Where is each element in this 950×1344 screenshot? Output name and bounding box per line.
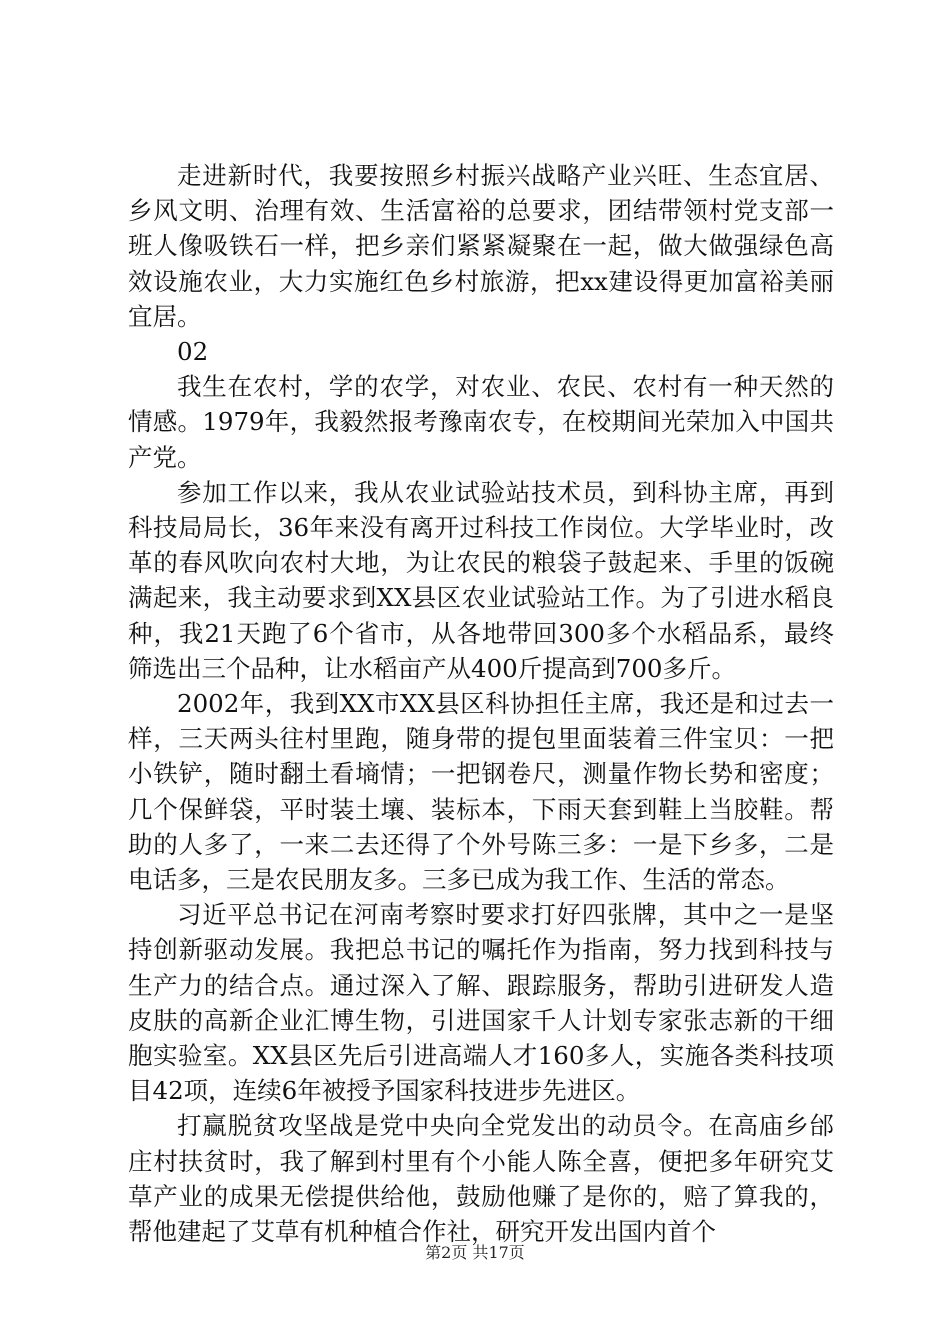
paragraph-6: 打赢脱贫攻坚战是党中央向全党发出的动员令。在高庙乡邰庄村扶贫时，我了解到村里有个小能人陈全喜，便把多年研究艾草产业的成果无偿提供给他，鼓励他赚了是你的，赔了算我的，帮他建起了艾草有机种植合作社，研究开发出国内首个 [128, 1111, 834, 1247]
paragraph-5: 习近平总书记在河南考察时要求打好四张牌，其中之一是坚持创新驱动发展。我把总书记的嘱托作为指南，努力找到科技与生产力的结合点。通过深入了解、跟踪服务，帮助引进研发人造皮肤的高新企业汇博生物，引进国家千人计划专家张志新的干细胞实验室。XX县区先后引进高端人才160多人，实施各类科技项目42项，连续6年被授予国家科技进步先进区。 [128, 900, 834, 1106]
section-number: 02 [177, 337, 209, 367]
document-body [128, 158, 834, 1249]
page-footer: 第2页 共17页 [425, 1243, 525, 1262]
paragraph-2: 我生在农村，学的农学，对农业、农民、农村有一种天然的情感。1979年，我毅然报考豫南农专，在校期间光荣加入中国共产党。 [128, 372, 834, 472]
paragraph-4: 2002年，我到XX市XX县区科协担任主席，我还是和过去一样，三天两头往村里跑，随身带的提包里面装着三件宝贝：一把小铁铲，随时翻土看墒情；一把钢卷尺，测量作物长势和密度；几个保鲜袋，平时装土壤、装标本，下雨天套到鞋上当胶鞋。帮助的人多了，一来二去还得了个外号陈三多：一是下乡多，二是电话多，三是农民朋友多。三多已成为我工作、生活的常态。 [128, 689, 834, 895]
paragraph-3: 参加工作以来，我从农业试验站技术员，到科协主席，再到科技局局长，36年来没有离开过科技工作岗位。大学毕业时，改革的春风吹向农村大地，为让农民的粮袋子鼓起来、手里的饭碗满起来，我主动要求到XX县区农业试验站工作。为了引进水稻良种，我21天跑了6个省市，从各地带回300多个水稻品系，最终筛选出三个品种，让水稻亩产从400斤提高到700多斤。 [128, 477, 834, 683]
paragraph-1: 走进新时代，我要按照乡村振兴战略产业兴旺、生态宜居、乡风文明、治理有效、生活富裕的总要求，团结带领村党支部一班人像吸铁石一样，把乡亲们紧紧凝聚在一起，做大做强绿色高效设施农业，大力实施红色乡村旅游，把xx建设得更加富裕美丽宜居。 [128, 161, 834, 331]
